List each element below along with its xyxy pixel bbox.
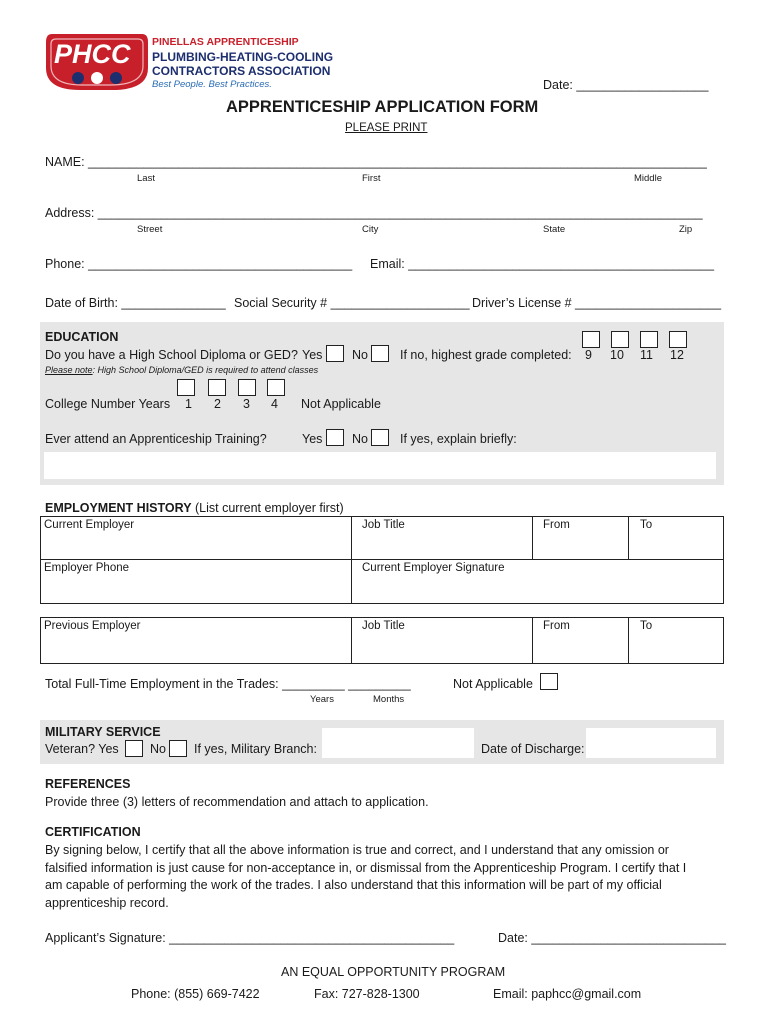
diploma-yes-label: Yes <box>302 348 323 362</box>
employment-heading <box>45 501 344 515</box>
certification-line-4: apprenticeship record. <box>45 896 169 910</box>
grade-9-label: 9 <box>585 348 592 362</box>
certification-line-2: falsified information is just cause for non-acceptance in, or dismissal from the Apprenticeship Program. I certify that I <box>45 861 687 875</box>
current-from-label: From <box>543 519 570 531</box>
current-employer-signature-label: Current Employer Signature <box>362 562 505 574</box>
previous-to-cell[interactable] <box>628 617 724 664</box>
diploma-yes-checkbox[interactable] <box>326 345 344 362</box>
previous-from-cell[interactable] <box>532 617 629 664</box>
college-year-3-label: 3 <box>243 397 250 411</box>
current-job-title-cell[interactable] <box>351 516 533 560</box>
training-question: Ever attend an Apprenticeship Training? <box>45 432 267 446</box>
previous-job-title-cell[interactable] <box>351 617 533 664</box>
diploma-question: Do you have a High School Diploma or GED? <box>45 348 298 362</box>
education-note-text: : High School Diploma/GED is required to attend classes <box>92 365 319 375</box>
please-print: PLEASE PRINT <box>345 122 428 134</box>
training-yes-checkbox[interactable] <box>326 429 344 446</box>
certification-line-3: am capable of performing the work of the trades. I also understand that this information will be part of my official <box>45 878 662 892</box>
certification-line-1: By signing below, I certify that all the above information is true and correct, and I understand that any omission or <box>45 843 669 857</box>
grade-11-label: 11 <box>640 348 653 362</box>
applicant-signature-field[interactable]: Applicant’s Signature: _________________________________________ <box>45 931 455 945</box>
grade-11-checkbox[interactable] <box>640 331 658 348</box>
college-year-1-checkbox[interactable] <box>177 379 195 396</box>
current-employer-label: Current Employer <box>44 519 135 531</box>
college-year-2-label: 2 <box>214 397 221 411</box>
address-field[interactable]: Address: _______________________________________________________________________________________ <box>45 206 703 220</box>
current-to-cell[interactable] <box>628 516 724 560</box>
previous-job-title-label: Job Title <box>362 620 405 632</box>
college-not-applicable[interactable]: Not Applicable <box>301 397 381 411</box>
veteran-yes-checkbox[interactable] <box>125 740 143 757</box>
references-text: Provide three (3) letters of recommendation and attach to application. <box>45 795 429 809</box>
total-employment-field[interactable]: Total Full-Time Employment in the Trades: _________ _________ <box>45 677 411 691</box>
education-note-label: Please note <box>45 365 93 375</box>
footer-email[interactable]: Email: paphcc@gmail.com <box>493 987 642 1001</box>
education-note <box>45 365 318 375</box>
discharge-date-input[interactable] <box>586 728 716 758</box>
current-job-title-label: Job Title <box>362 519 405 531</box>
date-field[interactable]: Date: ___________________ <box>543 78 709 92</box>
training-no-checkbox[interactable] <box>371 429 389 446</box>
grade-10-label: 10 <box>610 348 624 362</box>
logo-mark-text: PHCC <box>54 39 131 69</box>
college-year-3-checkbox[interactable] <box>238 379 256 396</box>
training-explain-input[interactable] <box>44 452 716 479</box>
drivers-license-field[interactable]: Driver’s License # _____________________ <box>472 296 722 310</box>
address-sub-street: Street <box>137 224 163 235</box>
military-branch-label: If yes, Military Branch: <box>194 742 317 756</box>
college-years-label: College Number Years <box>45 397 171 411</box>
form-title: APPRENTICESHIP APPLICATION FORM <box>226 98 539 116</box>
military-branch-input[interactable] <box>322 728 474 758</box>
previous-employer-cell[interactable] <box>40 617 352 664</box>
grade-12-checkbox[interactable] <box>669 331 687 348</box>
grade-9-checkbox[interactable] <box>582 331 600 348</box>
employment-heading-title: EMPLOYMENT HISTORY <box>45 501 192 515</box>
diploma-no-checkbox[interactable] <box>371 345 389 362</box>
highest-grade-label: If no, highest grade completed: <box>400 348 572 362</box>
veteran-no-label: No <box>150 742 166 756</box>
college-year-4-checkbox[interactable] <box>267 379 285 396</box>
veteran-yes-label: Veteran? Yes <box>45 742 119 756</box>
employment-not-applicable-checkbox[interactable] <box>540 673 558 690</box>
footer-fax: Fax: 727-828-1300 <box>314 987 420 1001</box>
address-sub-zip: Zip <box>679 224 693 235</box>
college-year-2-checkbox[interactable] <box>208 379 226 396</box>
veteran-no-checkbox[interactable] <box>169 740 187 757</box>
current-to-label: To <box>640 519 653 531</box>
email-field[interactable]: Email: ____________________________________________ <box>370 257 715 271</box>
logo-line-2: PLUMBING-HEATING-COOLING <box>152 50 334 64</box>
previous-employer-label: Previous Employer <box>44 620 141 632</box>
phone-field[interactable]: Phone: ______________________________________ <box>45 257 353 271</box>
total-months-label: Months <box>373 694 405 705</box>
employment-heading-note: (List current employer first) <box>191 501 344 515</box>
total-years-label: Years <box>310 694 334 705</box>
employment-not-applicable-label: Not Applicable <box>453 677 533 691</box>
training-explain-label: If yes, explain briefly: <box>400 432 517 446</box>
footer-phone: Phone: (855) 669-7422 <box>131 987 260 1001</box>
equal-opportunity: AN EQUAL OPPORTUNITY PROGRAM <box>281 965 506 979</box>
diploma-no-label: No <box>352 348 368 362</box>
certification-heading: CERTIFICATION <box>45 825 141 839</box>
name-sub-middle: Middle <box>634 173 662 184</box>
grade-12-label: 12 <box>670 348 684 362</box>
phcc-logo <box>42 30 150 92</box>
current-employer-cell[interactable] <box>40 516 352 560</box>
signature-date-field[interactable]: Date: ____________________________ <box>498 931 727 945</box>
address-sub-state: State <box>543 224 566 235</box>
previous-from-label: From <box>543 620 570 632</box>
college-year-1-label: 1 <box>185 397 192 411</box>
employer-phone-cell[interactable] <box>40 559 352 604</box>
training-yes-label: Yes <box>302 432 323 446</box>
references-heading: REFERENCES <box>45 777 131 791</box>
discharge-date-label: Date of Discharge: <box>481 742 585 756</box>
name-field[interactable]: NAME: _________________________________________________________________________________________ <box>45 155 707 169</box>
employer-phone-label: Employer Phone <box>44 562 130 574</box>
address-sub-city: City <box>362 224 379 235</box>
previous-to-label: To <box>640 620 653 632</box>
logo-tagline: Best People. Best Practices. <box>152 79 272 90</box>
current-from-cell[interactable] <box>532 516 629 560</box>
name-sub-first: First <box>362 173 381 184</box>
college-year-4-label: 4 <box>271 397 278 411</box>
name-sub-last: Last <box>137 173 155 184</box>
military-heading: MILITARY SERVICE <box>45 725 161 739</box>
grade-10-checkbox[interactable] <box>611 331 629 348</box>
dob-field[interactable]: Date of Birth: _______________ <box>45 296 226 310</box>
current-employer-signature-cell[interactable] <box>351 559 724 604</box>
logo-line-1: PINELLAS APPRENTICESHIP <box>152 36 299 48</box>
logo-line-3: CONTRACTORS ASSOCIATION <box>152 64 331 78</box>
training-no-label: No <box>352 432 368 446</box>
ssn-field[interactable]: Social Security # ____________________ <box>234 296 470 310</box>
education-heading: EDUCATION <box>45 330 119 344</box>
